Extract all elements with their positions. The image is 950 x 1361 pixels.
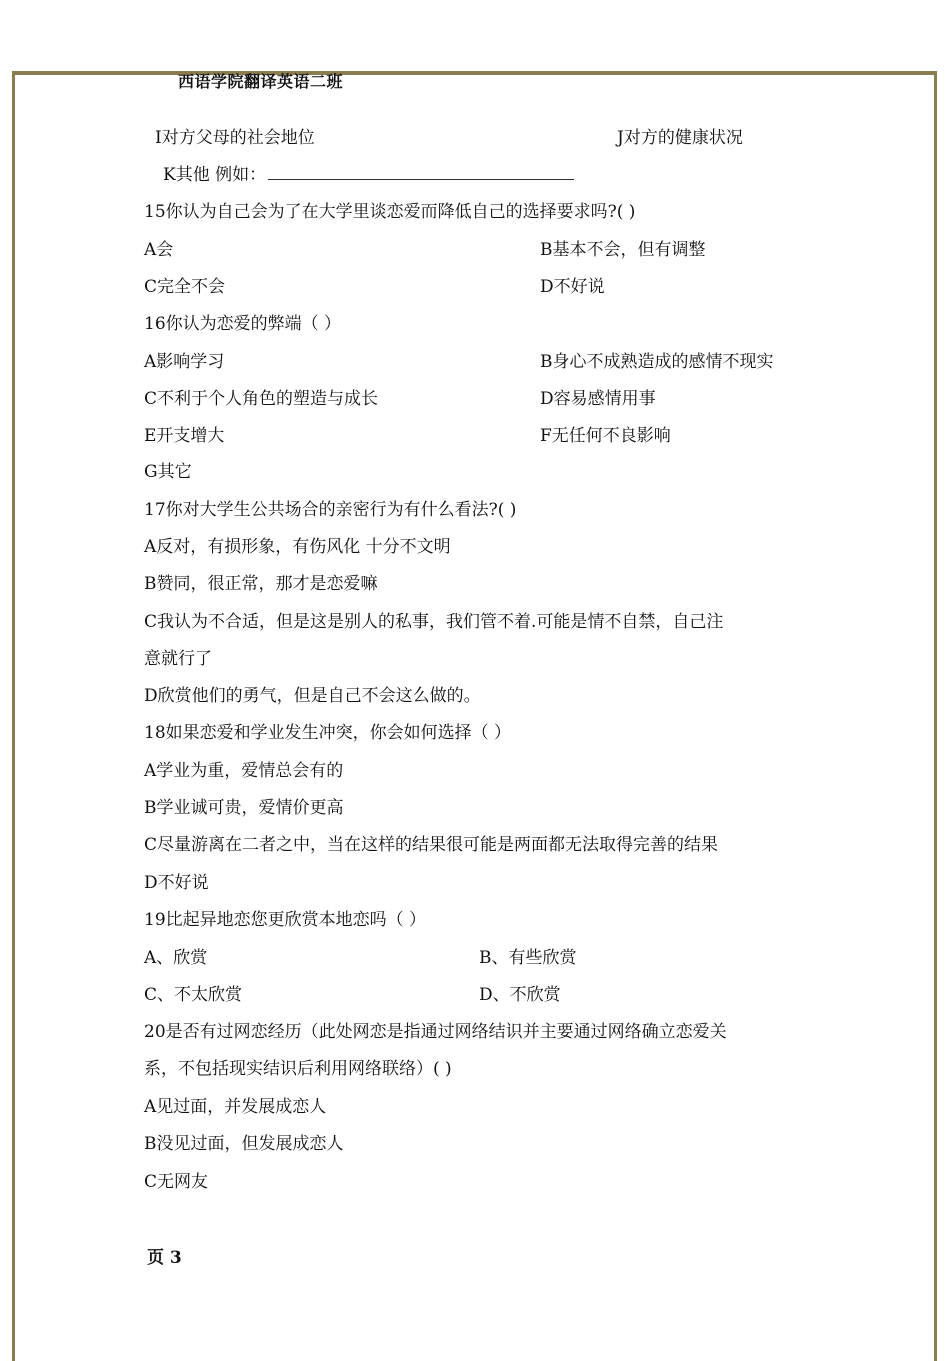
- q18-option-d: D不好说: [144, 873, 209, 893]
- q20-option-a: A见过面，并发展成恋人: [144, 1097, 327, 1117]
- q18-question: 18如果恋爱和学业发生冲突，你会如何选择（ ）: [144, 723, 512, 743]
- q17-question: 17你对大学生公共场合的亲密行为有什么看法?( ): [144, 500, 517, 520]
- q16-option-e: E开支增大: [144, 426, 225, 446]
- q14-option-k: [163, 165, 574, 185]
- q19-option-d: D、不欣赏: [479, 985, 561, 1005]
- page-number: 页 3: [147, 1248, 182, 1268]
- q18-option-b: B学业诚可贵，爱情价更高: [144, 798, 344, 818]
- q14-option-k-label: K其他 例如：: [163, 165, 267, 185]
- q20-question-line1: 20是否有过网恋经历（此处网恋是指通过网络结识并主要通过网络确立恋爱关: [144, 1022, 727, 1042]
- fill-in-blank-line: [268, 165, 574, 180]
- q14-option-i: I对方父母的社会地位: [155, 128, 315, 148]
- q17-option-b: B赞同，很正常，那才是恋爱嘛: [144, 574, 378, 594]
- q20-option-b: B没见过面，但发展成恋人: [144, 1134, 344, 1154]
- q15-option-d: D不好说: [540, 277, 605, 297]
- q19-option-a: A、欣赏: [144, 948, 208, 968]
- q17-option-c-line1: C我认为不合适，但是这是别人的私事，我们管不着.可能是情不自禁，自己注: [144, 612, 724, 632]
- q17-option-a: A反对，有损形象，有伤风化 十分不文明: [144, 537, 451, 557]
- q15-question: 15你认为自己会为了在大学里谈恋爱而降低自己的选择要求吗?( ): [144, 202, 636, 222]
- q15-option-a: A会: [144, 240, 174, 260]
- q16-option-d: D容易感情用事: [540, 389, 656, 409]
- q16-option-g: G其它: [144, 462, 192, 482]
- q14-option-j: J对方的健康状况: [617, 128, 743, 148]
- q17-option-c-line2: 意就行了: [144, 649, 212, 669]
- q15-option-b: B基本不会，但有调整: [540, 240, 706, 260]
- q19-question: 19比起异地恋您更欣赏本地恋吗（ ）: [144, 910, 427, 930]
- q20-question-line2: 系，不包括现实结识后利用网络联络）( ): [144, 1059, 452, 1079]
- q19-option-b: B、有些欣赏: [479, 948, 577, 968]
- q20-option-c: C无网友: [144, 1172, 209, 1192]
- q16-option-c: C不利于个人角色的塑造与成长: [144, 389, 379, 409]
- q17-option-d: D欣赏他们的勇气，但是自己不会这么做的。: [144, 686, 481, 706]
- q18-option-c: C尽量游离在二者之中，当在这样的结果很可能是两面都无法取得完善的结果: [144, 835, 719, 855]
- page-frame: [12, 71, 937, 1361]
- q18-option-a: A学业为重，爱情总会有的: [144, 761, 344, 781]
- q15-option-c: C完全不会: [144, 277, 226, 297]
- q16-option-f: F无任何不良影响: [540, 426, 671, 446]
- q19-option-c: C、不太欣赏: [144, 985, 243, 1005]
- q16-question: 16你认为恋爱的弊端（ ）: [144, 314, 342, 334]
- q16-option-a: A影响学习: [144, 352, 225, 372]
- q16-option-b: B身心不成熟造成的感情不现实: [540, 352, 774, 372]
- page-header: 西语学院翻译英语二班: [178, 72, 344, 91]
